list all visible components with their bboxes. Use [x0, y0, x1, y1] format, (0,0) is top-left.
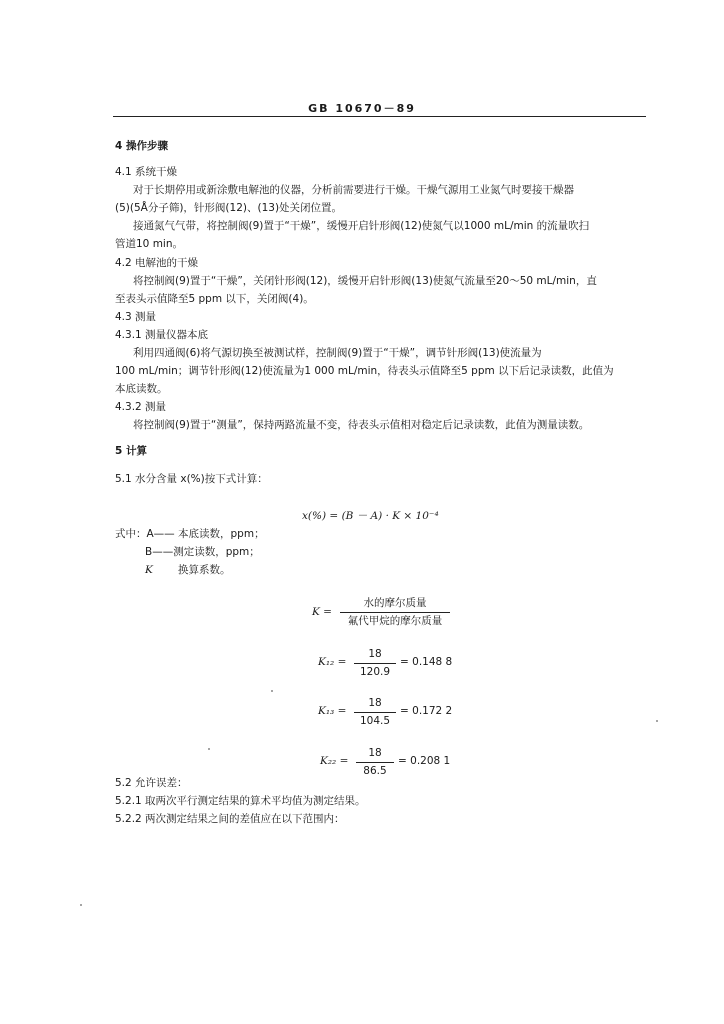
- section-5-1-heading: 5.1 水分含量 x(%)按下式计算：: [115, 473, 268, 485]
- section-4-3-1-para-line1: 利用四通阀(6)将气源切换至被测试样，控制阀(9)置于“干燥”，调节针形阀(13)使流量为: [133, 347, 542, 359]
- k22-lhs: K₂₂ =: [320, 755, 349, 767]
- scan-speck: [656, 720, 658, 722]
- section-4-1-para1-line2: (5)(5Å分子筛)，针形阀(12)、(13)处关闭位置。: [115, 202, 343, 214]
- legend-k-symbol: K: [145, 564, 153, 576]
- k13-denominator: 104.5: [359, 715, 391, 727]
- section-5-2-1: 5.2.1 取两次平行测定结果的算术平均值为测定结果。: [115, 795, 366, 807]
- section-4-3-1-para-line3: 本底读数。: [115, 383, 168, 395]
- section-4-2-para-line2: 至表头示值降至5 ppm 以下，关闭阀(4)。: [115, 293, 314, 305]
- k-def-denominator: 氟代甲烷的摩尔质量: [347, 615, 443, 627]
- k12-numerator: 18: [368, 648, 382, 660]
- section-4-1-para1-line1: 对于长期停用或新涂敷电解池的仪器，分析前需要进行干燥。干燥气源用工业氮气时要接干燥器: [133, 184, 574, 196]
- section-4-2-heading: 4.2 电解池的干燥: [115, 257, 199, 269]
- standard-code-header: GB 10670－89: [308, 102, 416, 115]
- k22-denominator: 86.5: [363, 765, 387, 777]
- k22-numerator: 18: [368, 747, 382, 759]
- scan-speck: [271, 690, 273, 692]
- fraction-bar: [340, 612, 450, 613]
- legend-k-text: 换算系数。: [178, 564, 231, 576]
- section-5-2-2: 5.2.2 两次测定结果之间的差值应在以下范围内：: [115, 813, 345, 825]
- k12-denominator: 120.9: [359, 666, 391, 678]
- k22-fraction: [356, 747, 394, 778]
- water-content-formula: x(%) = (B － A) · K × 10⁻⁴: [302, 510, 439, 522]
- section-4-3-1-heading: 4.3.1 测量仪器本底: [115, 329, 209, 341]
- k-def-numerator: 水的摩尔质量: [363, 597, 427, 609]
- header-rule: [113, 116, 646, 117]
- k-def-lhs: K =: [312, 606, 332, 618]
- k12-value: = 0.148 8: [400, 656, 453, 668]
- k13-lhs: K₁₃ =: [318, 705, 347, 717]
- section-4-2-para-line1: 将控制阀(9)置于“干燥”，关闭针形阀(12)，缓慢开启针形阀(13)使氮气流量至20～50 mL/min，直: [133, 275, 597, 287]
- fraction-bar: [356, 762, 394, 763]
- section-4-3-heading: 4.3 测量: [115, 311, 157, 323]
- fraction-bar: [354, 712, 396, 713]
- section-4-title: 4 操作步骤: [115, 140, 168, 152]
- k22-value: = 0.208 1: [398, 755, 451, 767]
- scan-speck: [80, 904, 82, 906]
- k13-fraction: [354, 697, 396, 728]
- section-5-title: 5 计算: [115, 445, 147, 457]
- scan-speck: [208, 748, 210, 750]
- section-4-1-para2-line2: 管道10 min。: [115, 238, 183, 250]
- k13-value: = 0.172 2: [400, 705, 453, 717]
- legend-a: 式中：A—— 本底读数，ppm；: [115, 528, 265, 540]
- k13-numerator: 18: [368, 697, 382, 709]
- section-4-1-heading: 4.1 系统干燥: [115, 166, 178, 178]
- section-4-3-2-heading: 4.3.2 测量: [115, 401, 167, 413]
- section-4-3-2-para: 将控制阀(9)置于“测量”，保持两路流量不变，待表头示值相对稳定后记录读数，此值为测量读数。: [133, 419, 590, 431]
- section-4-3-1-para-line2: 100 mL/min；调节针形阀(12)使流量为1 000 mL/min，待表头示值降至5 ppm 以下后记录读数，此值为: [115, 365, 614, 377]
- k12-fraction: [354, 648, 396, 679]
- k12-lhs: K₁₂ =: [318, 656, 347, 668]
- section-5-2-heading: 5.2 允许误差：: [115, 777, 188, 789]
- legend-b: B——测定读数，ppm；: [145, 546, 260, 558]
- fraction-bar: [354, 663, 396, 664]
- section-4-1-para2-line1: 接通氮气气带，将控制阀(9)置于“干燥”，缓慢开启针形阀(12)使氮气以1000 mL/min 的流量吹扫: [133, 220, 590, 232]
- k-def-fraction: [340, 597, 450, 628]
